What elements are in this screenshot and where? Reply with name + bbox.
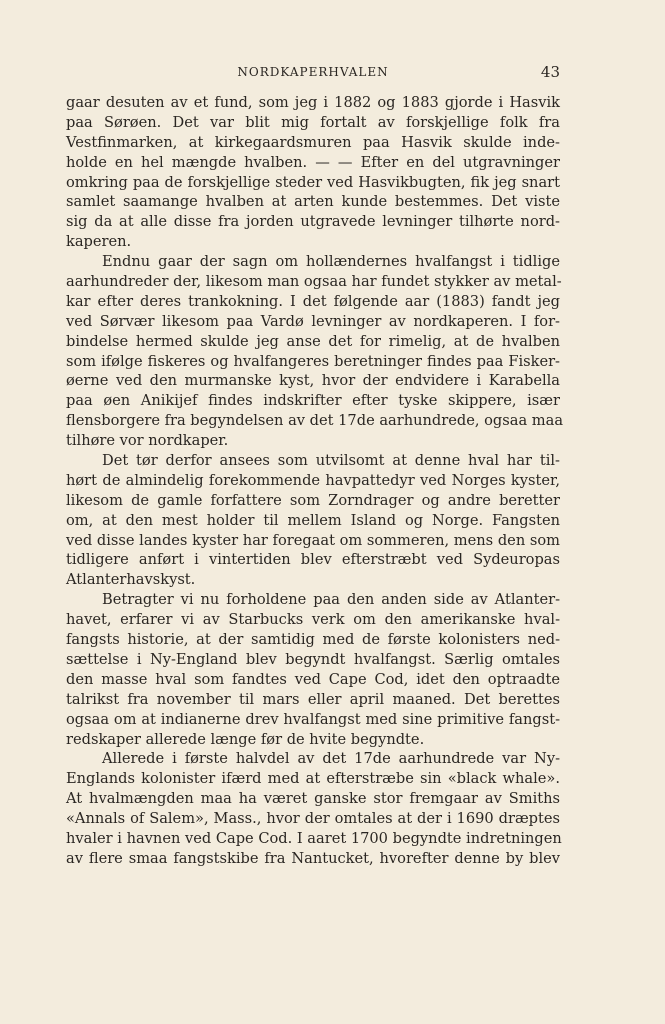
text-line: bindelse hermed skulde jeg anse det for rimelig, at de hvalben: [66, 332, 560, 350]
text-line: Endnu gaar der sagn om hollændernes hvalfangst i tidlige: [102, 253, 560, 271]
text-line: hvaler i havnen ved Cape Cod. I aaret 1700 begyndte indretningen: [66, 829, 562, 847]
text-line: ved Sørvær likesom paa Vardø levninger av nordkaperen. I for-: [66, 312, 560, 330]
text-line: øerne ved den murmanske kyst, hvor der endvidere i Karabella: [66, 372, 560, 390]
text-line: likesom de gamle forfattere som Zorndrager og andre beretter: [66, 491, 560, 509]
text-line: gaar desuten av et fund, som jeg i 1882 og 1883 gjorde i Hasvik: [66, 94, 560, 111]
text-line: omkring paa de forskjellige steder ved Hasvikbugten, fik jeg snart: [66, 173, 560, 191]
text-line: paa Sørøen. Det var blit mig fortalt av forskjellige folk fra: [66, 113, 560, 131]
text-line: paa øen Anikijef findes indskrifter efter tyske skippere, især: [66, 392, 560, 410]
text-line: redskaper allerede længe før de hvite begyndte.: [66, 730, 425, 748]
text-line: Allerede i første halvdel av det 17de aarhundrede var Ny-: [102, 750, 560, 768]
running-title: NORDKAPERHVALEN: [237, 65, 389, 79]
text-line: ogsaa om at indianerne drev hvalfangst med sine primitive fangst-: [66, 710, 560, 728]
text-line: kar efter deres trankokning. I det følgende aar (1883) fandt jeg: [66, 292, 560, 310]
text-line: sættelse i Ny-England blev begyndt hvalfangst. Særlig omtales: [66, 650, 560, 668]
text-line: holde en hel mængde hvalben. — — Efter en del utgravninger: [66, 153, 560, 171]
page-header: [66, 63, 560, 83]
text-line: hørt de almindelig forekommende havpattedyr ved Norges kyster,: [66, 471, 560, 489]
text-line: Atlanterhavskyst.: [66, 571, 196, 589]
text-line: ved disse landes kyster har foregaat om sommeren, mens den som: [66, 531, 560, 549]
text-line: At hvalmængden maa ha været ganske stor fremgaar av Smiths: [66, 790, 560, 808]
text-line: den masse hval som fandtes ved Cape Cod, idet den optraadte: [66, 670, 560, 688]
text-line: av flere smaa fangstskibe fra Nantucket, hvorefter denne by blev: [66, 849, 560, 867]
text-line: sig da at alle disse fra jorden utgravede levninger tilhørte nord-: [66, 213, 560, 231]
text-line: om, at den mest holder til mellem Island og Norge. Fangsten: [66, 511, 560, 529]
text-line: Vestfinmarken, at kirkegaardsmuren paa Hasvik skulde inde-: [66, 133, 560, 151]
text-line: havet, erfarer vi av Starbucks verk om den amerikanske hval-: [66, 611, 560, 629]
page-number: 43: [540, 63, 560, 81]
text-line: kaperen.: [66, 233, 132, 251]
text-line: samlet saamange hvalben at arten kunde bestemmes. Det viste: [66, 193, 560, 211]
body-text: [66, 93, 564, 869]
text-line: Betragter vi nu forholdene paa den anden side av Atlanter-: [102, 591, 560, 609]
text-line: flensborgere fra begyndelsen av det 17de aarhundrede, ogsaa maa: [66, 412, 564, 430]
text-line: «Annals of Salem», Mass., hvor der omtales at der i 1690 dræptes: [66, 810, 560, 828]
text-line: som ifølge fiskeres og hvalfangeres beretninger findes paa Fisker-: [66, 352, 560, 370]
text-line: fangsts historie, at der samtidig med de første kolonisters ned-: [66, 631, 560, 649]
text-line: Englands kolonister ifærd med at efterstræbe sin «black whale».: [66, 770, 560, 788]
text-line: tilhøre vor nordkaper.: [66, 432, 229, 450]
text-line: Det tør derfor ansees som utvilsomt at denne hval har til-: [102, 452, 560, 470]
text-line: aarhundreder der, likesom man ogsaa har fundet stykker av metal-: [66, 273, 562, 291]
text-line: talrikst fra november til mars eller april maaned. Det berettes: [66, 690, 560, 708]
text-line: tidligere anført i vintertiden blev efterstræbt ved Sydeuropas: [66, 551, 560, 569]
